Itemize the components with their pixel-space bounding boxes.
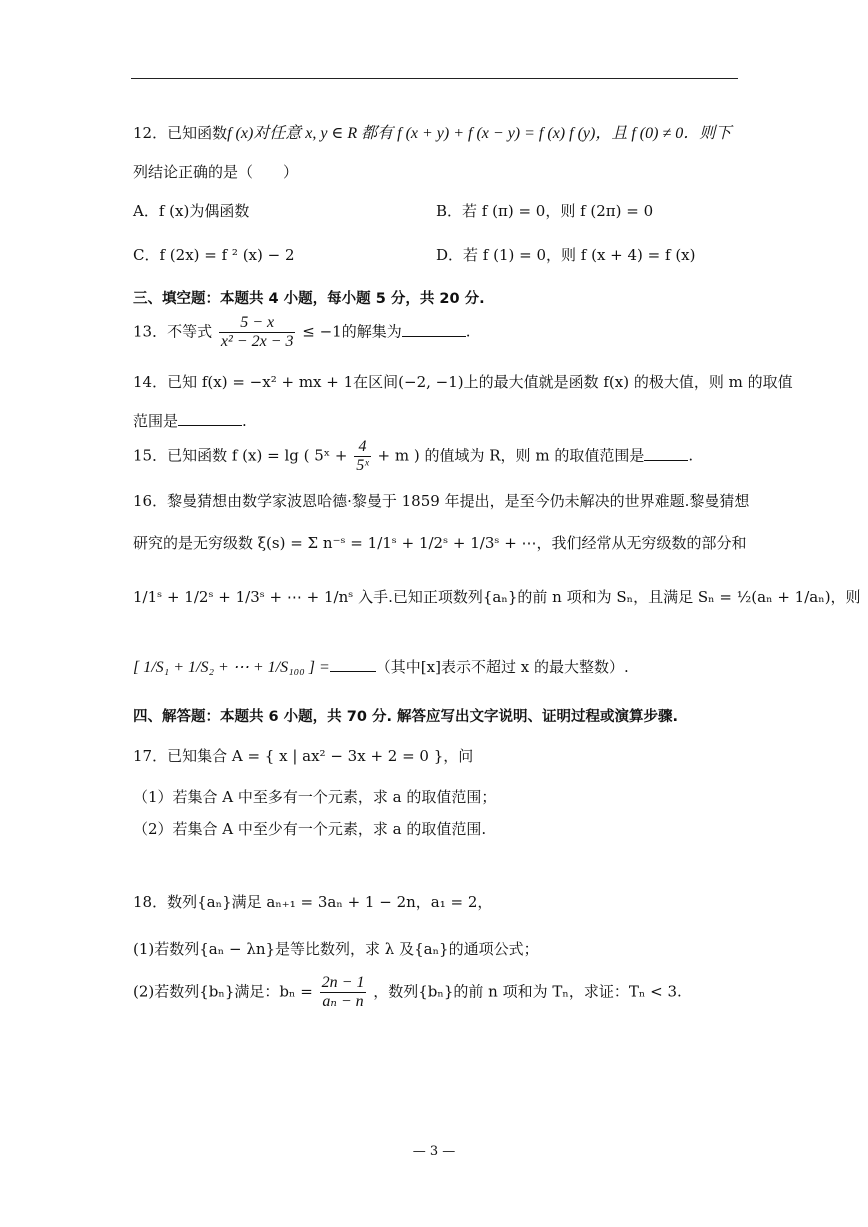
q18-numerator: 2n − 1 xyxy=(321,974,365,991)
q18-part2-prefix: (2)若数列{bₙ}满足：bₙ = xyxy=(133,982,313,1001)
q13-end: . xyxy=(465,322,471,341)
q16-line3: 1/1ˢ + 1/2ˢ + 1/3ˢ + ⋯ + 1/nˢ 入手.已知正项数列{aₙ}的前 n 项和为 Sₙ，且满足 Sₙ = ½(aₙ + 1/aₙ)，则 xyxy=(133,588,861,606)
q15-fraction xyxy=(354,438,371,475)
top-rule xyxy=(131,78,738,79)
q15-suffix: + m ) 的值域为 R，则 m 的取值范围是 xyxy=(377,446,645,465)
q16-note: （其中[x]表示不超过 x 的最大整数）. xyxy=(375,658,629,676)
q14-label: 范围是 xyxy=(133,412,179,430)
q13-fraction xyxy=(219,314,296,351)
q16-line2: 研究的是无穷级数 ξ(s) = Σ n⁻ˢ = 1/1ˢ + 1/2ˢ + 1/3ˢ + ⋯，我们经常从无穷级数的部分和 xyxy=(133,534,747,552)
section4-title: 四、解答题：本题共 6 小题，共 70 分. 解答应写出文字说明、证明过程或演算步骤. xyxy=(133,709,679,725)
q18-fraction xyxy=(320,974,367,1011)
q12-option-d: D．若 f (1) = 0，则 f (x + 4) = f (x) xyxy=(436,246,696,264)
q16-line1: 16．黎曼猜想由数学家波恩哈德·黎曼于 1859 年提出，是至今仍未解决的世界难题.黎曼猜想 xyxy=(133,492,750,510)
q13-numerator: 5 − x xyxy=(219,314,296,333)
q18-denominator: aₙ − n xyxy=(322,993,364,1010)
q15-end: . xyxy=(688,446,694,465)
q12-option-c: C．f (2x) = f ² (x) − 2 xyxy=(133,246,295,264)
q16-line4 xyxy=(133,656,629,677)
q15-answer-blank xyxy=(644,446,688,461)
q13-prefix: 13．不等式 xyxy=(133,322,213,341)
q15-line xyxy=(133,438,693,475)
q15-denominator: 5ˣ xyxy=(356,457,369,474)
q18-stem: 18．数列{aₙ}满足 aₙ₊₁ = 3aₙ + 1 − 2n，a₁ = 2， xyxy=(133,893,493,911)
q16-answer-blank xyxy=(330,657,376,672)
q18-part2 xyxy=(133,974,682,1011)
q17-stem: 17．已知集合 A = { x | ax² − 3x + 2 = 0 }，问 xyxy=(133,747,474,765)
q12-stem-line1 xyxy=(133,120,731,143)
q12-stem-line2: 列结论正确的是（ ） xyxy=(133,163,299,181)
q14-line2 xyxy=(133,410,247,431)
section3-title: 三、填空题：本题共 4 小题，每小题 5 分，共 20 分. xyxy=(133,291,485,307)
q15-prefix: 15．已知函数 f (x) = lg ( 5ˣ + xyxy=(133,446,348,465)
q12-option-b: B．若 f (π) = 0，则 f (2π) = 0 xyxy=(436,202,654,220)
q13-suffix: ≤ −1的解集为 xyxy=(302,322,402,341)
q18-part2-suffix: ，数列{bₙ}的前 n 项和为 Tₙ，求证：Tₙ < 3. xyxy=(373,982,682,1001)
q12-math: f (x)对任意 x, y ∈ R 都有 f (x + y) + f (x − y) = f (x) f (y)，且 f (0) ≠ 0．则下 xyxy=(227,125,732,142)
q16-floor-expression: [ 1/S₁ + 1/S₂ + ⋯ + 1/S₁₀₀ ] = xyxy=(133,659,330,676)
q13-answer-blank xyxy=(402,322,466,337)
q14-line1: 14．已知 f(x) = −x² + mx + 1在区间(−2, −1)上的最大值就是函数 f(x) 的极大值，则 m 的取值 xyxy=(133,373,793,391)
q17-part2: （2）若集合 A 中至少有一个元素，求 a 的取值范围. xyxy=(133,820,487,838)
q12-option-a: A．f (x)为偶函数 xyxy=(133,202,250,220)
q14-answer-blank xyxy=(178,411,242,426)
q15-numerator: 4 xyxy=(354,438,371,457)
q18-part1: (1)若数列{aₙ − λn}是等比数列，求 λ 及{aₙ}的通项公式； xyxy=(133,940,539,958)
q12-prefix: 12．已知函数 xyxy=(133,124,228,142)
q17-part1: （1）若集合 A 中至多有一个元素，求 a 的取值范围； xyxy=(133,788,497,806)
q13-line xyxy=(133,314,470,351)
q14-end: . xyxy=(242,412,247,430)
page-number: — 3 — xyxy=(412,1144,456,1159)
q13-denominator: x² − 2x − 3 xyxy=(220,333,294,350)
